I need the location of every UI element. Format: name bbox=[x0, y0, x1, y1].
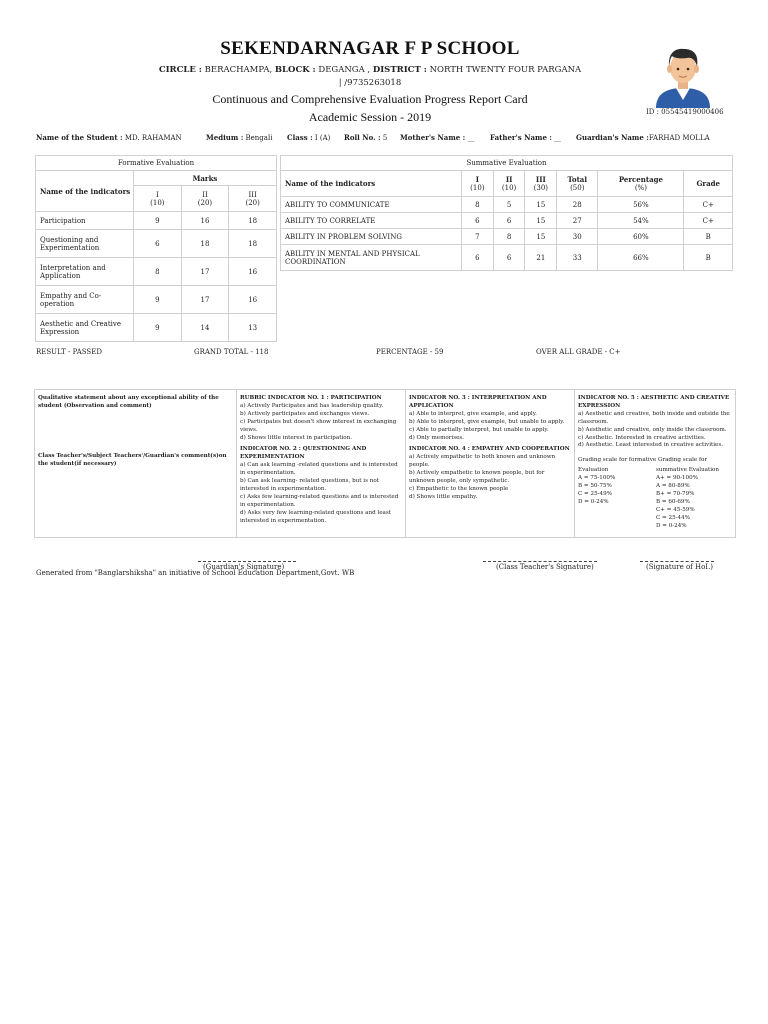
district-value: NORTH TWENTY FOUR PARGANA bbox=[426, 65, 582, 75]
summative-col-grade: Grade bbox=[684, 171, 733, 197]
formative-col-2: II (20) bbox=[181, 186, 229, 212]
formative-evaluation-table bbox=[35, 155, 277, 342]
report-title: Continuous and Comprehensive Evaluation Progress Report Card bbox=[212, 92, 528, 106]
class-teacher-signature-line bbox=[483, 561, 597, 562]
formative-indicator-header: Name of the indicators bbox=[36, 171, 134, 212]
circle-label: CIRCLE : bbox=[158, 65, 202, 75]
summative-col-total: Total (50) bbox=[557, 171, 598, 197]
mother-name-field: Mother's Name : __ bbox=[400, 133, 475, 142]
list-item: b) Can ask learning- related questions, but is not interested in experimentation. bbox=[240, 478, 379, 492]
summative-evaluation-table bbox=[280, 155, 733, 271]
list-item: d) Aesthetic. Least interested in creative activities. bbox=[578, 442, 723, 449]
hoi-signature-line bbox=[640, 561, 714, 562]
table-row: ABILITY IN MENTAL AND PHYSICAL COORDINATION 6 6 21 33 66% B bbox=[281, 245, 733, 271]
list-item: a) Actively empathetic to both known and unknown people. bbox=[409, 454, 556, 469]
formative-grading-scale: Evaluation A = 75-100% B = 50-75% C = 25-49% D = 0-24% bbox=[578, 467, 616, 505]
hoi-signature-label: (Signature of HoI.) bbox=[646, 563, 714, 571]
formative-marks-header: Marks bbox=[134, 171, 277, 186]
grand-total-text: GRAND TOTAL - 118 bbox=[194, 348, 269, 356]
student-id: ID : 05545419000406 bbox=[646, 108, 724, 116]
medium-field: Medium : Bengali bbox=[206, 133, 273, 142]
summative-col-1: I (10) bbox=[462, 171, 494, 197]
qualitative-statement-label: Qualitative statement about any exceptional ability of the student (Observation and comment) bbox=[38, 395, 219, 409]
list-item: b) Actively empathetic to known people, but for unknown people, only sympathetic. bbox=[409, 470, 545, 485]
list-item: b) Actively participates and exchanges views. bbox=[240, 410, 370, 417]
list-item: c) Aesthetic. Interested in creative activities. bbox=[578, 434, 706, 441]
class-teacher-signature-label: (Class Teacher's Signature) bbox=[496, 563, 594, 571]
roll-field: Roll No. : 5 bbox=[344, 133, 388, 142]
guardian-name-field: Guardian's Name :FARHAD MOLLA bbox=[576, 133, 710, 142]
circle-value: BERACHAMPA, bbox=[201, 65, 275, 75]
list-item: d) Asks very few learning-related questions and least interested in experimentation. bbox=[240, 509, 391, 524]
formative-title: Formative Evaluation bbox=[36, 156, 277, 171]
grading-scale-heading: Grading scale for formative Grading scale for bbox=[578, 457, 708, 464]
indicator-1-title: RUBRIC INDICATOR NO. 1 : PARTICIPATION bbox=[240, 395, 382, 401]
indicator-1-2-column bbox=[237, 390, 406, 537]
table-row: ABILITY IN PROBLEM SOLVING 7 8 15 30 60% B bbox=[281, 229, 733, 245]
student-name-field: Name of the Student : MD. RAHAMAN bbox=[36, 133, 182, 142]
indicator-2-title: INDICATOR NO. 2 : QUESTIONING AND EXPERIMENTATION bbox=[240, 446, 367, 461]
district-label: DISTRICT : bbox=[372, 65, 427, 75]
result-text: RESULT - PASSED bbox=[36, 348, 102, 356]
school-name: SEKENDARNAGAR F P SCHOOL bbox=[220, 38, 520, 59]
table-row: ABILITY TO COMMUNICATE 8 5 15 28 56% C+ bbox=[281, 197, 733, 213]
list-item: c) Empathetic to the known people bbox=[409, 485, 509, 492]
table-row: Participation 9 16 18 bbox=[36, 212, 277, 230]
list-item: d) Shows little interest in participation. bbox=[240, 434, 352, 441]
list-item: a) Can ask learning -related questions and is interested in experimentation. bbox=[240, 462, 398, 477]
indicator-3-4-column bbox=[406, 390, 575, 537]
summative-col-percentage: Percentage (%) bbox=[598, 171, 684, 197]
list-item: b) Able to interpret, give example, but unable to apply. bbox=[409, 418, 565, 425]
guardian-signature-line bbox=[198, 561, 296, 562]
qualitative-rubric-box bbox=[34, 389, 736, 538]
formative-col-3: III (20) bbox=[229, 186, 277, 212]
list-item: d) Only memorises. bbox=[409, 434, 465, 441]
class-field: Class : I (A) bbox=[287, 133, 331, 142]
table-row: Empathy and Co-operation 9 17 16 bbox=[36, 286, 277, 314]
list-item: a) Able to interpret, give example, and apply. bbox=[409, 410, 537, 417]
block-label: BLOCK : bbox=[274, 65, 316, 75]
indicator-5-title: INDICATOR NO. 5 : AESTHETIC AND CREATIVE EXPRESSION bbox=[578, 395, 730, 409]
summative-indicator-header: Name of the indicators bbox=[281, 171, 462, 197]
teacher-comment-label: Class Teacher's/Subject Teachers'/Guardian's comment(s)on the student(if necessary) bbox=[38, 452, 227, 467]
list-item: d) Shows little empathy. bbox=[409, 493, 478, 500]
indicator-4-title: INDICATOR NO. 4 : EMPATHY AND COOPERATION bbox=[409, 446, 570, 453]
list-item: b) Aesthetic and creative, only inside the classroom. bbox=[578, 426, 727, 433]
table-row: Questioning and Experimentation 6 18 18 bbox=[36, 230, 277, 258]
table-row: ABILITY TO CORRELATE 6 6 15 27 54% C+ bbox=[281, 213, 733, 229]
qualitative-comments-column bbox=[35, 390, 237, 537]
guardian-signature-label: (Guardian's Signature) bbox=[203, 563, 285, 571]
list-item: c) Participates but doesn't show interest in exchanging views. bbox=[240, 418, 397, 433]
percentage-text: PERCENTAGE - 59 bbox=[376, 348, 444, 356]
father-name-field: Father's Name : __ bbox=[490, 133, 562, 142]
student-avatar-icon bbox=[654, 44, 712, 108]
academic-session: Academic Session - 2019 bbox=[308, 110, 432, 124]
table-row: Aesthetic and Creative Expression 9 14 13 bbox=[36, 314, 277, 342]
indicator-5-grading-column bbox=[575, 390, 735, 537]
indicator-3-title: INDICATOR NO. 3 : INTERPRETATION AND APPLICATION bbox=[409, 395, 547, 409]
table-row: Interpretation and Application 8 17 16 bbox=[36, 258, 277, 286]
list-item: c) Asks few learning-related questions and is interested in experimentation. bbox=[240, 493, 399, 508]
formative-col-1: I (10) bbox=[134, 186, 182, 212]
summative-title: Summative Evaluation bbox=[281, 156, 733, 171]
list-item: a) Actively Participates and has leadership quality. bbox=[240, 402, 384, 409]
overall-grade-text: OVER ALL GRADE - C+ bbox=[536, 348, 621, 356]
school-contact: | /9735263018 bbox=[338, 78, 402, 88]
list-item: c) Able to partially interpret, but unable to apply. bbox=[409, 426, 549, 433]
generated-footer: Generated from "Banglarshiksha" an initiative of School Education Department,Govt. WB bbox=[36, 569, 355, 577]
list-item: a) Aesthetic and creative, both inside and outside the classroom. bbox=[578, 410, 730, 425]
school-address bbox=[0, 64, 740, 90]
block-value: DEGANGA , bbox=[315, 65, 373, 75]
summative-grading-scale: summative Evaluation A+ = 90-100% A = 80-89% B+ = 70-79% B = 60-69% C+ = 45-59% C = 25-44% D = 0-24% bbox=[656, 467, 720, 529]
summative-col-2: II (10) bbox=[493, 171, 525, 197]
summative-col-3: III (30) bbox=[525, 171, 557, 197]
grading-scale bbox=[578, 467, 732, 530]
